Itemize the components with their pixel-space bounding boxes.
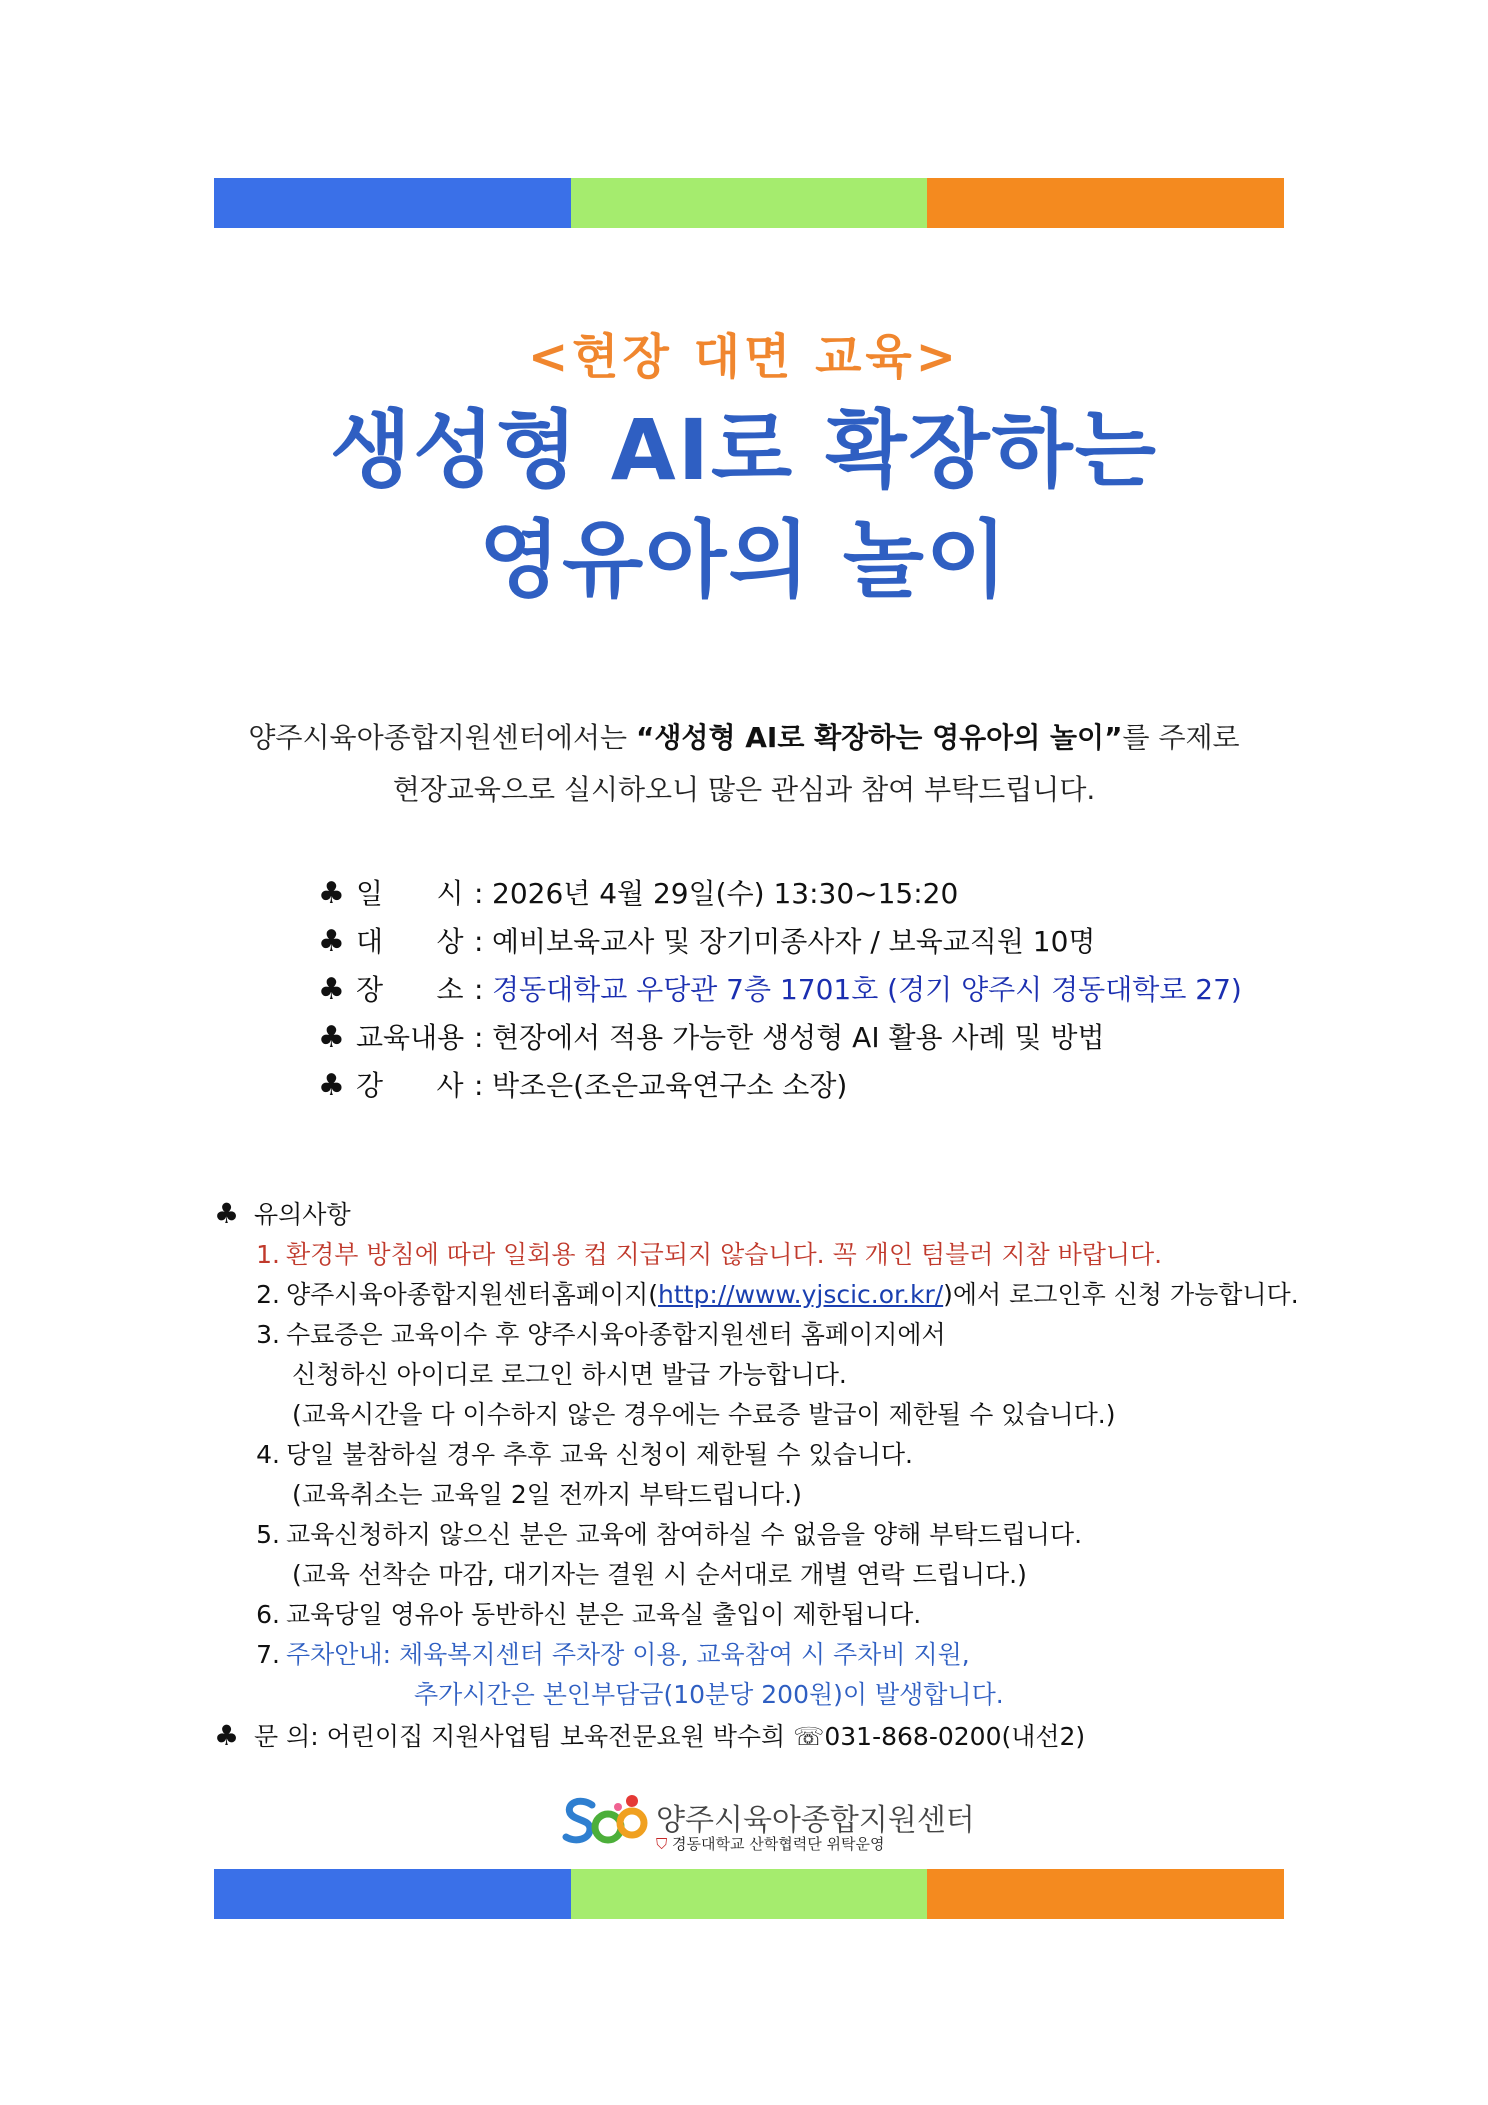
info-row-target: ♣ 대 상 : 예비보육교사 및 장기미종사자 / 보육교직원 10명 [318, 920, 1318, 968]
logo-name: 양주시육아종합지원센터 [656, 1803, 975, 1838]
info-label: 강 사 [356, 1069, 464, 1102]
note-item-5: 5. 교육신청하지 않으신 분은 교육에 참여하실 수 없음을 양해 부탁드립니다. [256, 1520, 1083, 1549]
info-value: 현장에서 적용 가능한 생성형 AI 활용 사례 및 방법 [492, 1021, 1105, 1054]
color-bar-blue [214, 178, 571, 228]
info-label: 대 상 [356, 925, 464, 958]
logo-sub: ⛉ 경동대학교 산학협력단 위탁운영 [656, 1835, 885, 1853]
notes-section [214, 1195, 1314, 1761]
note-item-5-cont: (교육 선착순 마감, 대기자는 결원 시 순서대로 개별 연락 드립니다.) [292, 1560, 1027, 1589]
note-item-3-cont: 신청하신 아이디로 로그인 하시면 발급 가능합니다. [292, 1360, 847, 1389]
notes-heading-row [214, 1195, 1314, 1235]
color-bar-green [571, 178, 928, 228]
info-value: 박조은(조은교육연구소 소장) [492, 1069, 848, 1102]
university-emblem-icon: ⛉ [656, 1835, 668, 1853]
note-item-3: 3. 수료증은 교육이수 후 양주시육아종합지원센터 홈페이지에서 [256, 1320, 946, 1349]
info-row-instructor: ♣ 강 사 : 박조은(조은교육연구소 소장) [318, 1064, 1318, 1112]
color-bar-blue [214, 1869, 571, 1919]
logo-mark-icon [562, 1793, 648, 1851]
note-item-6: 6. 교육당일 영유아 동반하신 분은 교육실 출입이 제한됩니다. [256, 1600, 922, 1629]
page-title-line2: 영유아의 놀이 [478, 511, 1010, 609]
club-icon: ♣ [214, 1719, 240, 1752]
note-item-7-cont: 추가시간은 본인부담금(10분당 200원)이 발생합니다. [414, 1680, 1004, 1709]
note-item-3-cont2: (교육시간을 다 이수하지 않은 경우에는 수료증 발급이 제한될 수 있습니다.) [292, 1400, 1116, 1429]
club-icon: ♣ [214, 1197, 240, 1230]
club-icon: ♣ [318, 972, 345, 1007]
info-list [318, 872, 1318, 1112]
info-label: 장 소 [356, 973, 464, 1006]
top-color-bar [214, 178, 1284, 228]
contact-label: 문 의: [254, 1722, 319, 1751]
note-item-7: 7. 주차안내: 체육복지센터 주차장 이용, 교육참여 시 주차비 지원, [256, 1640, 970, 1669]
info-label: 일 시 [356, 877, 464, 910]
info-row-datetime: ♣ 일 시 : 2026년 4월 29일(수) 13:30~15:20 [318, 872, 1318, 920]
homepage-link[interactable]: http://www.yjscic.or.kr/ [658, 1280, 944, 1309]
page-title-line1: 생성형 AI로 확장하는 [330, 401, 1158, 499]
contact-value: 어린이집 지원사업팀 보육전문요원 박수희 ☏031-868-0200(내선2) [326, 1722, 1086, 1751]
intro-text [0, 712, 1488, 816]
intro-line2: 현장교육으로 실시하오니 많은 관심과 참여 부탁드립니다. [392, 773, 1096, 806]
info-row-content: ♣ 교육내용 : 현장에서 적용 가능한 생성형 AI 활용 사례 및 방법 [318, 1016, 1318, 1064]
info-value: 예비보육교사 및 장기미종사자 / 보육교직원 10명 [492, 925, 1096, 958]
club-icon: ♣ [318, 924, 345, 959]
color-bar-orange [927, 178, 1284, 228]
notes-heading: 유의사항 [254, 1200, 351, 1229]
note-item-2: 2. 양주시육아종합지원센터홈페이지(http://www.yjscic.or.kr/)에서 로그인후 신청 가능합니다. [256, 1280, 1299, 1309]
color-bar-orange [927, 1869, 1284, 1919]
info-value: 2026년 4월 29일(수) 13:30~15:20 [492, 877, 959, 910]
intro-suffix: 를 주제로 [1122, 721, 1240, 754]
note-item-4: 4. 당일 불참하실 경우 추후 교육 신청이 제한될 수 있습니다. [256, 1440, 913, 1469]
bottom-color-bar [214, 1869, 1284, 1919]
club-icon: ♣ [318, 1020, 345, 1055]
intro-prefix: 양주시육아종합지원센터에서는 [248, 721, 636, 754]
color-bar-green [571, 1869, 928, 1919]
club-icon: ♣ [318, 1068, 345, 1103]
info-label: 교육내용 [356, 1021, 465, 1054]
club-icon: ♣ [318, 876, 345, 911]
info-row-location: ♣ 장 소 : 경동대학교 우당관 7층 1701호 (경기 양주시 경동대학로 27) [318, 968, 1318, 1016]
note-item-4-cont: (교육취소는 교육일 2일 전까지 부탁드립니다.) [292, 1480, 802, 1509]
intro-highlight: “생성형 AI로 확장하는 영유아의 놀이” [635, 721, 1123, 754]
center-logo [562, 1793, 975, 1853]
contact-row [214, 1717, 1314, 1761]
info-value: 경동대학교 우당관 7층 1701호 (경기 양주시 경동대학로 27) [492, 973, 1242, 1006]
note-item-1: 1. 환경부 방침에 따라 일회용 컵 지급되지 않습니다. 꼭 개인 텀블러 지참 바랍니다. [256, 1240, 1163, 1269]
page-subtitle: <현장 대면 교육> [527, 329, 961, 385]
